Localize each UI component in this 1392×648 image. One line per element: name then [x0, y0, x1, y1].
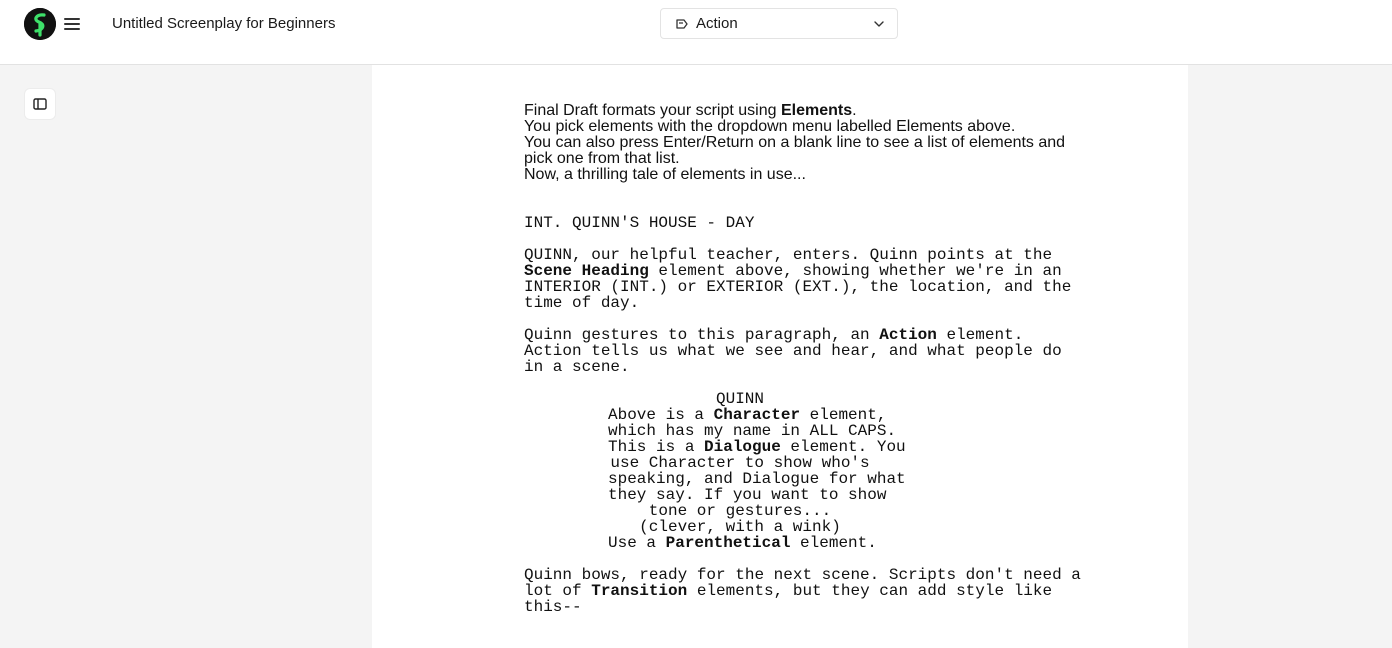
character-name[interactable]: QUINN [715, 390, 764, 408]
script-page[interactable] [372, 65, 1188, 648]
app-logo-icon[interactable] [24, 8, 56, 40]
element-type-dropdown[interactable] [660, 8, 898, 39]
action-paragraph-1[interactable]: QUINN, our helpful teacher, enters. Quinn points at the Scene Heading element above, showing whether we're in an INTERIOR (INT.) or EXTERIOR (EXT.), the location, and the time of day. [524, 246, 1072, 312]
sidebar-toggle-button[interactable] [25, 89, 55, 119]
action-paragraph-3[interactable]: Quinn bows, ready for the next scene. Scripts don't need a lot of Transition elements, but they can add style like this-- [524, 566, 1081, 616]
action-paragraph-2[interactable]: Quinn gestures to this paragraph, an Action element. Action tells us what we see and hear, and what people do in a scene. [524, 326, 1062, 376]
parenthetical[interactable]: (clever, with a wink) [639, 518, 841, 536]
hamburger-menu-icon[interactable] [64, 15, 80, 33]
top-bar [0, 0, 1392, 65]
intro-line-3: You can also press Enter/Return on a blank line to see a list of elements and pick one from that list. [524, 134, 1066, 167]
dialogue-block-1[interactable]: Above is a Character element, which has my name in ALL CAPS. This is a Dialogue element. You use Character to show who's speaking, and Dialogue for what they say. If you want to show tone or gestures... [608, 406, 906, 520]
intro-line-2: You pick elements with the dropdown menu labelled Elements above. [524, 118, 1016, 135]
document-title[interactable]: Untitled Screenplay for Beginners [112, 15, 336, 32]
intro-line-4: Now, a thrilling tale of elements in use... [524, 166, 806, 183]
action-icon [675, 17, 689, 31]
chevron-down-icon [873, 18, 885, 30]
scene-heading[interactable]: INT. QUINN'S HOUSE - DAY [524, 214, 755, 232]
dialogue-block-2[interactable]: Use a Parenthetical element. [608, 534, 877, 552]
sidebar-toggle-icon [33, 97, 47, 111]
intro-line-1: Final Draft formats your script using Elements. [524, 102, 857, 119]
intro-text [524, 103, 1084, 183]
element-type-label: Action [696, 15, 738, 32]
